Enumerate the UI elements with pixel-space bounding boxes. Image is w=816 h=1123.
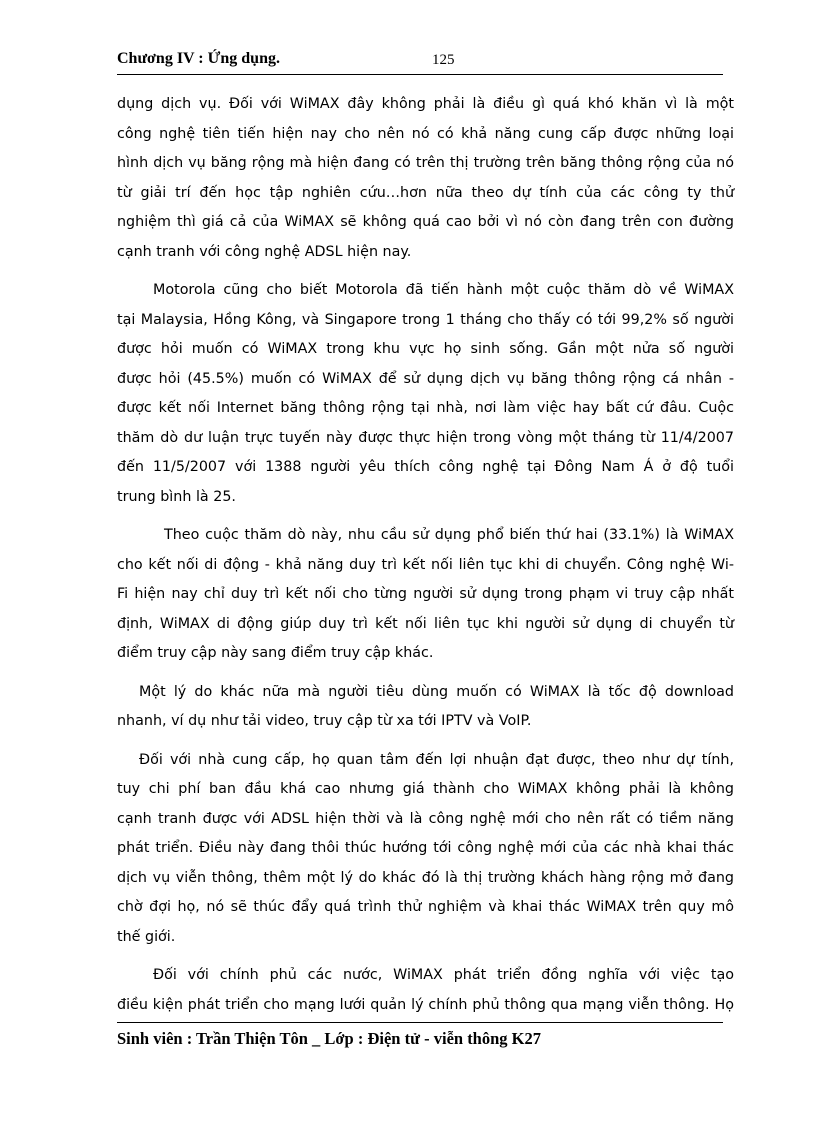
- text-line: nhanh, ví dụ như tải video, truy cập từ xa tới IPTV và VoIP.: [117, 713, 532, 729]
- text-line: điều kiện phát triển cho mạng lưới quản lý chính phủ thông qua mạng viễn thông. Họ: [117, 996, 734, 1013]
- paragraph: [117, 276, 734, 512]
- paragraph: [117, 521, 734, 669]
- text-line: Fi hiện nay chỉ duy trì kết nối cho từng người sử dụng trong phạm vi truy cập nhất: [117, 586, 734, 602]
- page-number: 125: [432, 52, 455, 68]
- text-line: tại Malaysia, Hồng Kông, và Singapore trong 1 tháng cho thấy có tới 99,2% số người: [117, 311, 734, 328]
- text-line: công nghệ tiên tiến hiện nay cho nên nó có khả năng cung cấp được những loại: [117, 125, 734, 142]
- text-line: nghiệm thì giá cả của WiMAX sẽ không quá cao bởi vì nó còn đang trên con đường: [117, 214, 734, 230]
- text-line: Theo cuộc thăm dò này, nhu cầu sử dụng phổ biến thứ hai (33.1%) là WiMAX: [164, 527, 734, 543]
- chapter-title: Chương IV : Ứng dụng.: [117, 50, 280, 67]
- text-line: thăm dò dư luận trực tuyến này được thực hiện trong vòng một tháng từ 11/4/2007: [117, 429, 734, 446]
- paragraph: [117, 90, 734, 267]
- text-line: từ giải trí đến học tập nghiên cứu…hơn nữa theo dự tính của các công ty thử: [117, 184, 734, 201]
- paragraph: [117, 961, 734, 1020]
- text-line: cạnh tranh với công nghệ ADSL hiện nay.: [117, 243, 412, 260]
- text-line: cho kết nối di động - khả năng duy trì kết nối liên tục khi di chuyển. Công nghệ Wi-: [117, 556, 734, 573]
- footer-rule: [117, 1022, 723, 1023]
- page-header: [117, 48, 723, 75]
- paragraph: [117, 678, 734, 737]
- text-line: Đối với nhà cung cấp, họ quan tâm đến lợi nhuận đạt được, theo như dự tính,: [139, 751, 734, 768]
- text-line: hình dịch vụ băng rộng mà hiện đang có trên thị trường trên băng thông rộng của nó: [117, 155, 734, 171]
- text-line: được kết nối Internet băng thông rộng tại nhà, nơi làm việc hay bất cứ đâu. Cuộc: [117, 400, 734, 416]
- text-line: chờ đợi họ, nó sẽ thúc đẩy quá trình thử nghiệm và khai thác WiMAX trên quy mô: [117, 899, 734, 915]
- body-text: [117, 90, 734, 1029]
- text-line: Một lý do khác nữa mà người tiêu dùng muốn có WiMAX là tốc độ download: [139, 683, 734, 700]
- text-line: được hỏi (45.5%) muốn có WiMAX để sử dụng dịch vụ băng thông rộng cá nhân -: [117, 370, 734, 387]
- text-line: cạnh tranh được với ADSL hiện thời và là công nghệ mới cho nên rất có tiềm năng: [117, 810, 734, 827]
- text-line: định, WiMAX di động giúp duy trì kết nối liên tục khi người sử dụng di chuyển từ: [117, 615, 734, 632]
- text-line: Đối với chính phủ các nước, WiMAX phát triển đồng nghĩa với việc tạo: [153, 967, 734, 983]
- text-line: dịch vụ viễn thông, thêm một lý do khác đó là thị trường khách hàng rộng mở đang: [117, 869, 734, 886]
- text-line: trung bình là 25.: [117, 488, 236, 505]
- text-line: đến 11/5/2007 với 1388 người yêu thích công nghệ tại Đông Nam Á ở độ tuổi: [117, 459, 734, 475]
- text-line: thế giới.: [117, 928, 176, 945]
- paragraph: [117, 746, 734, 953]
- text-line: phát triển. Điều này đang thôi thúc hướng tới công nghệ mới của các nhà khai thác: [117, 840, 734, 856]
- page-footer: Sinh viên : Trần Thiện Tôn _ Lớp : Điện tử - viễn thông K27: [117, 1029, 541, 1048]
- text-line: Motorola cũng cho biết Motorola đã tiến hành một cuộc thăm dò về WiMAX: [153, 282, 734, 298]
- text-line: điểm truy cập này sang điểm truy cập khác.: [117, 645, 434, 661]
- text-line: được hỏi muốn có WiMAX trong khu vực họ sinh sống. Gần một nửa số người: [117, 341, 734, 357]
- text-line: tuy chi phí ban đầu khá cao nhưng giá thành cho WiMAX không phải là không: [117, 781, 734, 797]
- text-line: dụng dịch vụ. Đối với WiMAX đây không phải là điều gì quá khó khăn vì là một: [117, 96, 734, 112]
